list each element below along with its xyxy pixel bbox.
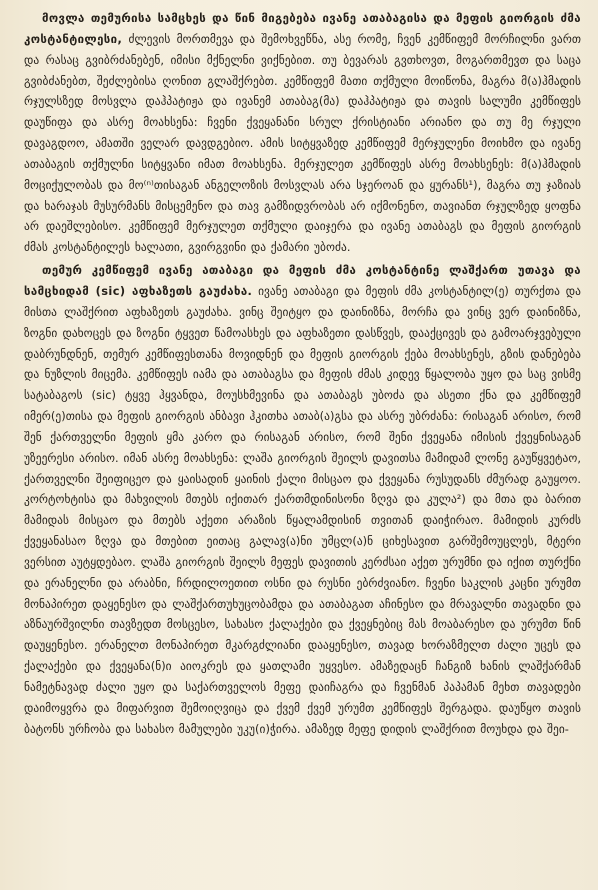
paragraph-1 bbox=[24, 8, 581, 258]
paragraph-2-body: ივანე ათაბაგი და მეფის ძმა კოსტანტილ(ე) თურქთა და მისთა ლაშქრით აფხაზეთს გაუძახა. ვინც შეიტყო და დაინიზნა, მორჩა და ვინც ვერ დაინიზნა, ზოგნი დახოცეს და ზოგნი ტყვეთ წამოასხეს და აფხაზეთი დასწვეს, დააქცივეს და გამოარჯვებული დაბრუნდნენ, თემურ კემწიფესთანა მოვიდნენ და მეფის გიორგის ქება მოახსენეს, გზის დანებება და ნუზლის მიცემა. კემწიფეს იამა და ათაბაგსა და მეფის ძმას კიდევ წყალობა უყო და საც ვისმე სატაბაგოს (sic) ტყვე ჰყვანდა, მოუსხმევინა და ათაბაგს უბოძა და ასეთი ქნა და კემწიფემ იმერ(ე)თისა და მეფის გიორგის ანბავი ჰკითხა ათაბ(ა)გსა და ასრე უბრძანა: რისაგან არისო, რომ შენ ქართველნი მეფის ყმა კარო და რისაგან არისო, რომ შენი ქვეყანა იმისის ქვეყნისაგან უზეერესი არისო. იმან ასრე მოახსენა: ლაშა გიორგის შეილს დავითსა მამიდამ ლონე გაუწყვეტაო, ქართველნი შეიფიცეო და ყაისადინ ყაინის ქალი მისცაო და ქვეყანა რუსუდანს ძმურად გაუყოო. კორტოხტისა და მახვილის მთებს იქითარ ქართმდინისონი ზღვა და კულა²) და მთა და ბარით მამიდას მისცაო და მთებს აქეთი არაზის წყალამდისინ თვითან დაიჭირაო. მამიდის კურძს ქვეყანასაო ზღვა და მთებით ეითაც გალავ(ა)ნი უმცლ(ა)ნ ციხესავით გარშემოუცლეს, მტერი ვერსით აუტყდებაო. ლაშა გიორგის შეილს მეფეს დავითის კერძსაი აქეთ ურუმნი და იქით თურქნი და ერანელნი და არაბნი, ჩრდილოეთით ოსნი და რუსნი ებრძვიანო. ჩვენი საკლის კაცნი ურუმთ მონაპირეთ დაყენესო და ლაშქართუხუცობამდა და ათაბაგათ აჩინესო და მრავალნი თავადნი და აზნაურშვილნი თავზედთ მოსცესო, სახასო ქალაქები და ქვეყნებიც მას მოაბარესო და ურუმთ წინ დაუყენესო. ერანელთ მონაპირეთ მკარგძლიანი დააყენესო, თავად ხორაზმელთ ძალი უცეს და ქალაქები და ქვეყანა(ნ)ი აიოკრეს და ყათლამი უყვესო. ამაზედაცნ ჩანგიზ ხანის ლაშქარმან ნამეტნავად ძალი უყო და საქართველოს მეფე დაიჩაგრა და ჩვენმან პაპამან მეხთ თავადები დაიმოყვრა და მიფარვით შემოიღვიცა და ქვემ ქვემ ურუმთ კემწიფეს შერგადა. დაუწყო თავის ბატონს ურჩობა და სახასო მამულები უკუ(ი)ჭირა. ამაზედ მეფე დიდის ლაშქრით მოუხდა და შეი- bbox=[24, 283, 581, 736]
paragraph-2 bbox=[24, 260, 581, 739]
section-heading-1: მოვლა თემურისა სამცხეს და წინ მიგებება ივანე ათაბაგისა და მეფის გიორგის ძმა კოსტანტილესი, bbox=[24, 11, 581, 46]
paragraph-1-body: ძლევის მორთმევა და შემოხვეწნა, ასე რომე, ჩვენ კემწიფემ მორჩილნი ვართ და რასაც გვიბრძანებენ, იმისი მქნელნი ვიქნებით. თუ ბევარას გვთხოვთ, მოგართმევთ და საცა გვიბძანებთ, შეძლებისა ღონით გლაშქრებთ. კემწიფემ მათი თქმული მოიწონა, მაგრა მ(ა)ჰმადის რჯულსზედ მოსვლა დაჰპატიჟა და ივანემ ათაბაგ(მა) დაჰპატიჟა და თავის სალუმი კემწიფეს დაუწიფა და ასრე მოახსენა: ჩვენი ქვეყანანი სრულ ქრისტიანი არიანო და თუ მე რჯული დავაგდოო, ამათში ველარ დავდგებიო. ამის სიტყვაზედ კემწიფემ მერჯულენი მოიხმო და ივანე ათაბაგის თქმულნი სიტყვანი იმათ მოახსენა. მერჯულეთ კემწიფეს ასრე მოახსენეს: მ(ა)ჰმადის მოციქულობას და მო⁽ⁿ⁾თისაგან ანგელოზის მოსვლას არა სჯეროან და ყურანს¹), მაგრა თუ ჯაზიას და ხარაჯას მუსურმანს მისცემენო და თავ გამზიდვრობას არ იქმონენო, თავიანთ რჯულზედ ყოფნა არ დაეშლებისო. კემწიფემ მერჯულეთ თქმული დაიჯერა და ივანე ათაბაგს და მეფის გიორგის ძმას კოსტანტილეს ხალათი, გვირგვინი და ქამარი უბოძა. bbox=[24, 31, 581, 255]
section-heading-2: თემურ კემწიფემ ივანე ათაბაგი და მეფის ძმა კოსტანტინე ლაშქართ უთავა და სამცხიდამ (sic) აფხაზეთს გაუძახა. bbox=[24, 263, 581, 298]
